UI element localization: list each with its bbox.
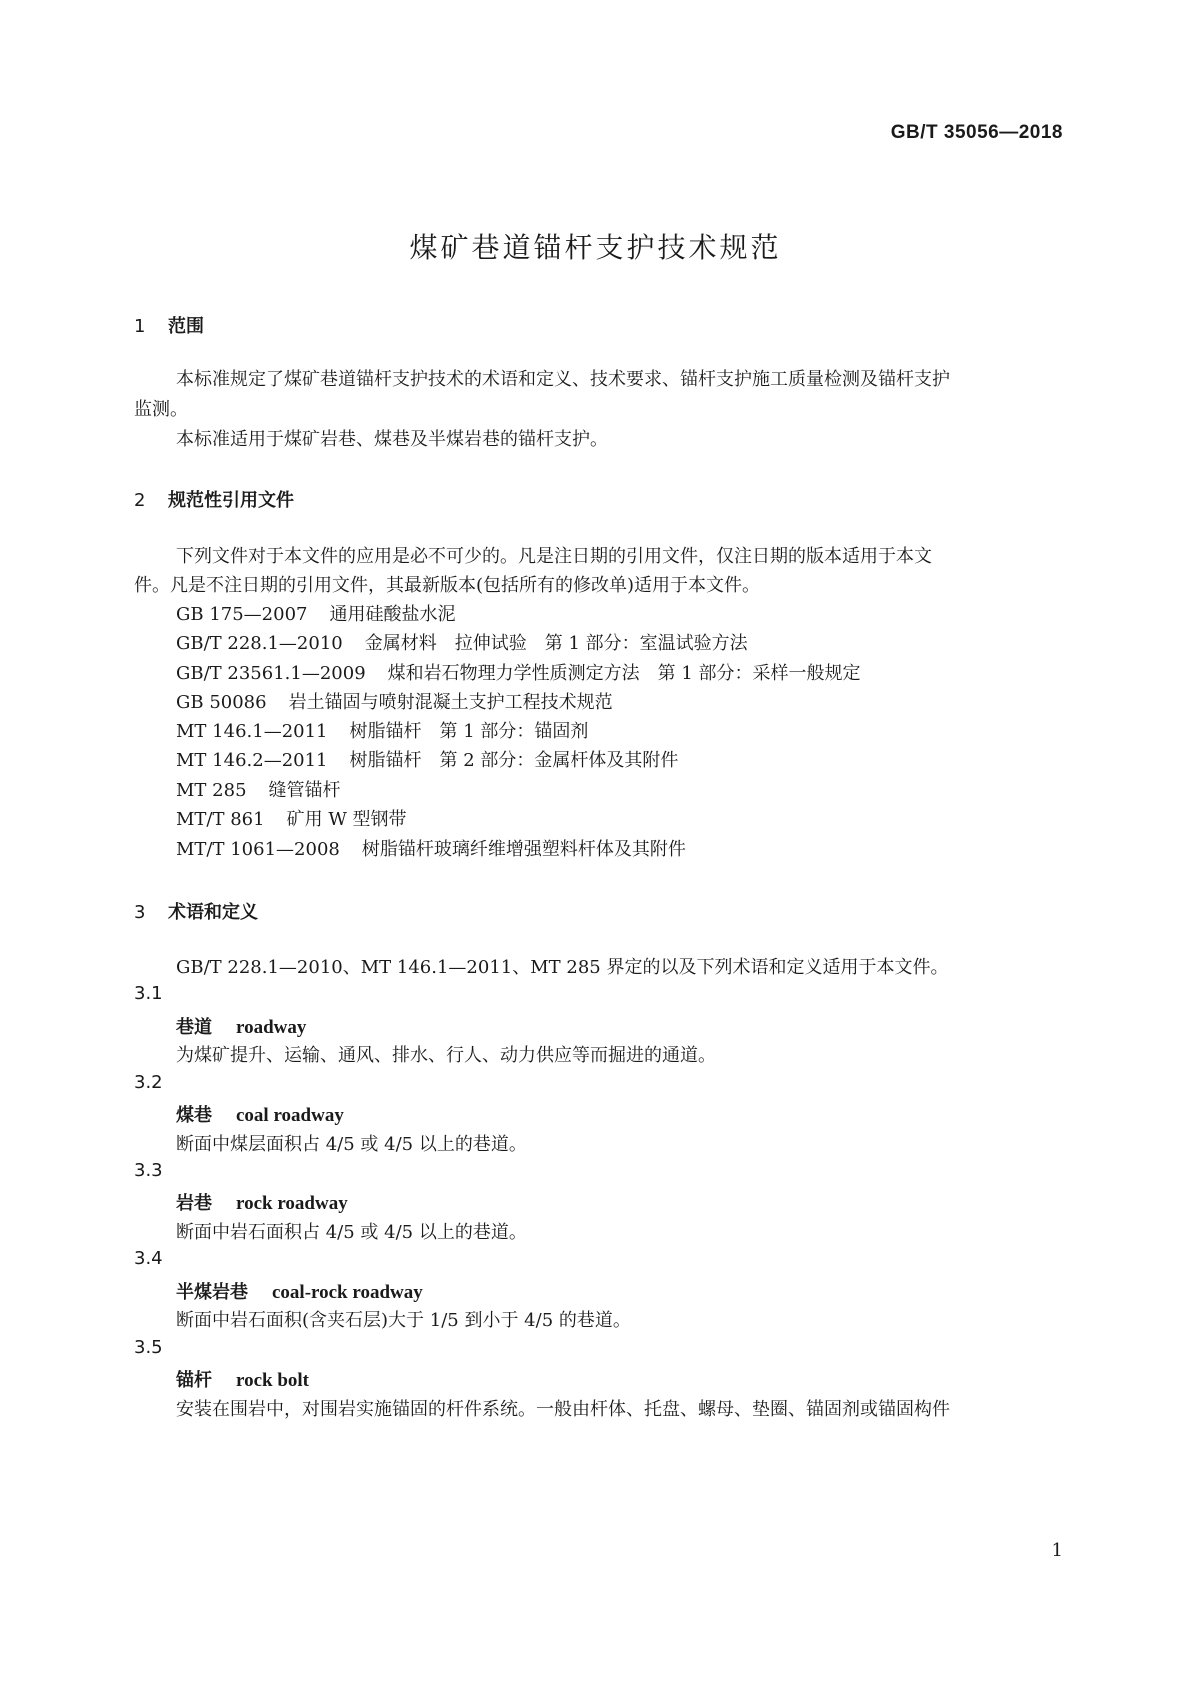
reference-title: 树脂锚杆 第 1 部分：锚固剂 xyxy=(349,721,589,742)
reference-code: MT 146.1—2011 xyxy=(176,721,328,742)
page-number: 1 xyxy=(1051,1540,1063,1561)
reference-item xyxy=(176,630,748,658)
term-entry xyxy=(176,1013,306,1039)
reference-title: 树脂锚杆 第 2 部分：金属杆体及其附件 xyxy=(349,750,679,771)
standard-number: GB/T 35056—2018 xyxy=(890,122,1063,143)
term-number: 3.1 xyxy=(134,983,163,1004)
term-en: rock bolt xyxy=(236,1370,310,1391)
term-entry xyxy=(176,1278,423,1304)
reference-item xyxy=(176,660,861,688)
term-number: 3.2 xyxy=(134,1072,163,1093)
reference-code: MT/T 1061—2008 xyxy=(176,839,340,860)
term-definition: 为煤矿提升、运输、通风、排水、行人、动力供应等而掘进的通道。 xyxy=(176,1045,716,1066)
term-number: 3.4 xyxy=(134,1248,163,1269)
reference-code: GB/T 228.1—2010 xyxy=(176,633,343,654)
term-entry xyxy=(176,1101,344,1127)
paragraph: 本标准适用于煤矿岩巷、煤巷及半煤岩巷的锚杆支护。 xyxy=(176,429,608,450)
reference-item xyxy=(176,718,588,746)
reference-title: 缝管锚杆 xyxy=(268,780,341,801)
term-number: 3.3 xyxy=(134,1160,163,1181)
term-definition: 安装在围岩中，对围岩实施锚固的杆件系统。一般由杆体、托盘、螺母、垫圈、锚固剂或锚固构件 xyxy=(176,1399,950,1420)
term-definition: 断面中煤层面积占 4/5 或 4/5 以上的巷道。 xyxy=(176,1134,527,1155)
section-title: 范围 xyxy=(168,316,204,337)
reference-item xyxy=(176,836,686,864)
reference-item xyxy=(176,689,613,717)
paragraph-line: 监测。 xyxy=(134,399,188,420)
section-2-heading xyxy=(134,486,294,512)
reference-code: GB 50086 xyxy=(176,692,267,713)
term-cn: 岩巷 xyxy=(176,1193,212,1214)
document-title: 煤矿巷道锚杆支护技术规范 xyxy=(409,231,782,264)
term-en: coal-rock roadway xyxy=(272,1282,423,1303)
section-number: 1 xyxy=(134,316,146,337)
term-cn: 煤巷 xyxy=(176,1105,212,1126)
reference-code: MT/T 861 xyxy=(176,809,265,830)
reference-item xyxy=(176,747,678,775)
section-3-heading xyxy=(134,898,258,924)
reference-code: MT 285 xyxy=(176,780,247,801)
section-number: 2 xyxy=(134,490,146,511)
reference-code: GB 175—2007 xyxy=(176,604,308,625)
reference-code: GB/T 23561.1—2009 xyxy=(176,663,366,684)
reference-title: 岩土锚固与喷射混凝土支护工程技术规范 xyxy=(288,692,613,713)
term-en: coal roadway xyxy=(236,1105,344,1126)
term-cn: 巷道 xyxy=(176,1017,212,1038)
section-title: 规范性引用文件 xyxy=(168,490,294,511)
section-number: 3 xyxy=(134,902,146,923)
reference-title: 树脂锚杆玻璃纤维增强塑料杆体及其附件 xyxy=(361,839,686,860)
term-definition: 断面中岩石面积(含夹石层)大于 1/5 到小于 4/5 的巷道。 xyxy=(176,1310,631,1331)
paragraph-line: 下列文件对于本文件的应用是必不可少的。凡是注日期的引用文件，仅注日期的版本适用于本文 xyxy=(176,546,932,567)
reference-title: 矿用 W 型钢带 xyxy=(286,809,407,830)
term-entry xyxy=(176,1366,309,1392)
term-cn: 半煤岩巷 xyxy=(176,1282,248,1303)
reference-title: 煤和岩石物理力学性质测定方法 第 1 部分：采样一般规定 xyxy=(387,663,861,684)
reference-code: MT 146.2—2011 xyxy=(176,750,328,771)
reference-item xyxy=(176,777,341,805)
term-number: 3.5 xyxy=(134,1337,163,1358)
term-en: rock roadway xyxy=(236,1193,348,1214)
reference-title: 金属材料 拉伸试验 第 1 部分：室温试验方法 xyxy=(364,633,748,654)
paragraph-line: 件。凡是不注日期的引用文件，其最新版本(包括所有的修改单)适用于本文件。 xyxy=(134,575,761,596)
reference-item xyxy=(176,806,407,834)
section-title: 术语和定义 xyxy=(168,902,258,923)
reference-title: 通用硅酸盐水泥 xyxy=(329,604,456,625)
reference-item xyxy=(176,601,456,629)
term-cn: 锚杆 xyxy=(176,1370,212,1391)
term-en: roadway xyxy=(236,1017,307,1038)
paragraph-line: 本标准规定了煤矿巷道锚杆支护技术的术语和定义、技术要求、锚杆支护施工质量检测及锚杆支护 xyxy=(176,369,950,390)
term-entry xyxy=(176,1189,348,1215)
term-definition: 断面中岩石面积占 4/5 或 4/5 以上的巷道。 xyxy=(176,1222,527,1243)
section-1-heading xyxy=(134,312,204,338)
paragraph: GB/T 228.1—2010、MT 146.1—2011、MT 285 界定的以及下列术语和定义适用于本文件。 xyxy=(176,957,949,978)
